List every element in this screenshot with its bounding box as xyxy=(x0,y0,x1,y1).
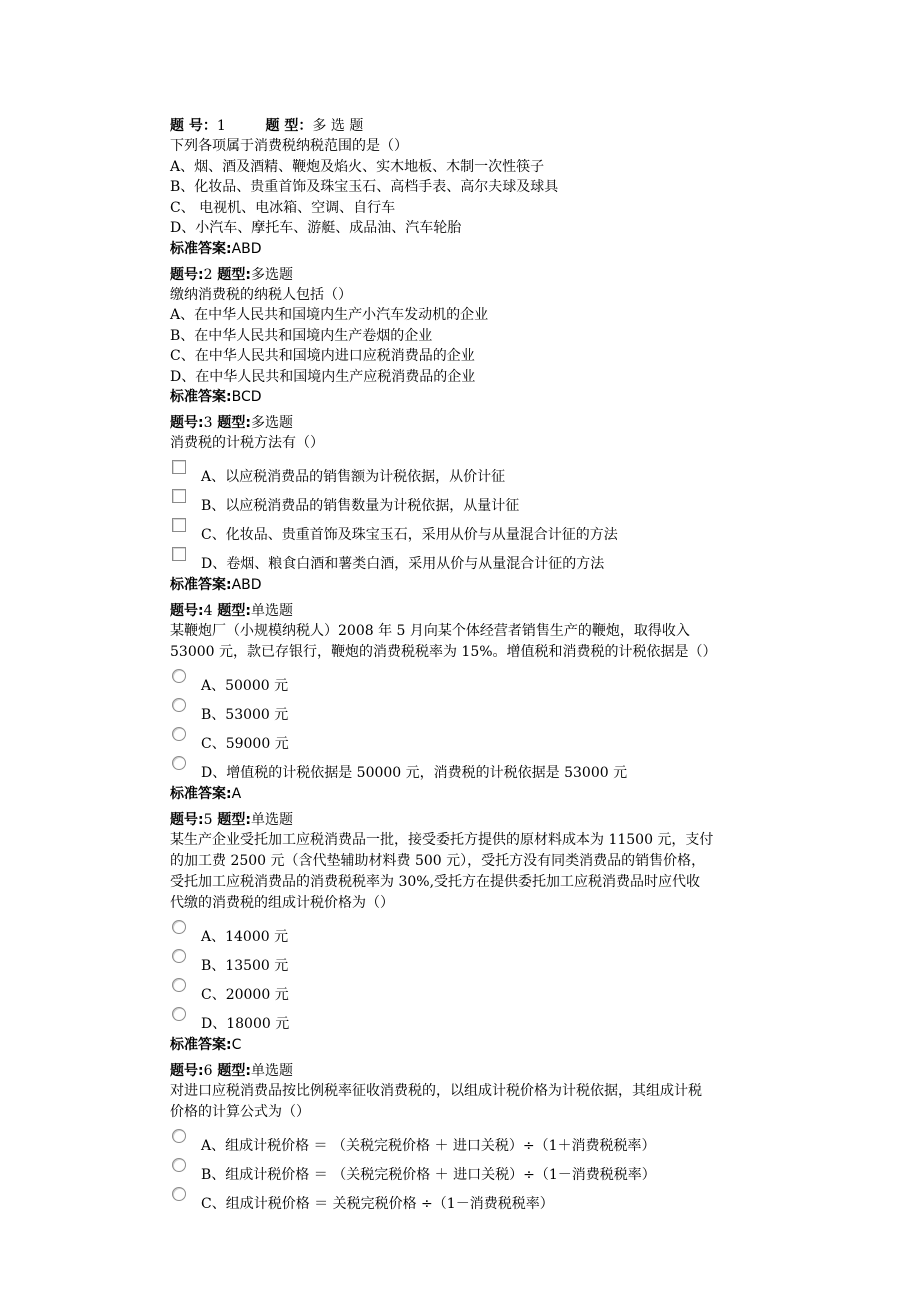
option-c-row xyxy=(170,1189,760,1218)
option-d-row xyxy=(170,758,760,784)
option-c-checkbox[interactable] xyxy=(172,518,186,532)
option-c-radio[interactable] xyxy=(172,727,186,741)
option-c-label: C、59000 元 xyxy=(201,735,289,752)
answer-label: 标准答案: xyxy=(170,1036,232,1053)
standard-answer xyxy=(170,1035,760,1055)
option-c-radio[interactable] xyxy=(172,1187,186,1201)
standard-answer xyxy=(170,575,760,595)
option-a-label: A、14000 元 xyxy=(201,928,289,945)
answer-value: A xyxy=(231,785,242,802)
question-type-label: 题型: xyxy=(217,266,252,283)
question-4 xyxy=(170,601,760,804)
answer-label: 标准答案: xyxy=(170,240,232,257)
question-type-label: 题型: xyxy=(217,1062,252,1079)
question-stem-line-1: 某生产企业受托加工应税消费品一批，接受委托方提供的原材料成本为 11500 元，支付 xyxy=(170,831,714,848)
option-a-row xyxy=(170,462,760,491)
option-a: A、烟、酒及酒精、鞭炮及焰火、实木地板、木制一次性筷子 xyxy=(170,158,545,175)
question-number: 3 xyxy=(203,415,213,431)
option-c-label: C、化妆品、贵重首饰及珠宝玉石，采用从价与从量混合计征的方法 xyxy=(201,526,618,543)
option-a-checkbox[interactable] xyxy=(172,460,186,474)
option-d-label: D、18000 元 xyxy=(201,1015,290,1032)
question-stem: 下列各项属于消费税纳税范围的是（） xyxy=(170,138,408,154)
question-3 xyxy=(170,413,760,595)
question-number-label: 题号: xyxy=(170,602,204,619)
option-a-radio[interactable] xyxy=(172,669,186,683)
question-5 xyxy=(170,810,760,1055)
standard-answer xyxy=(170,239,760,259)
question-stem: 缴纳消费税的纳税人包括（） xyxy=(170,286,352,303)
question-stem-line-1: 对进口应税消费品按比例税率征收消费税的，以组成计税价格为计税依据，其组成计税 xyxy=(170,1082,702,1099)
question-number: 4 xyxy=(203,602,213,619)
question-type: 单选题 xyxy=(251,1062,294,1079)
option-d-row xyxy=(170,549,760,575)
question-stem-line-2: 价格的计算公式为（） xyxy=(170,1103,310,1120)
option-d-checkbox[interactable] xyxy=(172,547,186,561)
question-header xyxy=(170,601,760,621)
option-b-row xyxy=(170,700,760,729)
question-number: 2 xyxy=(203,266,213,283)
answer-label: 标准答案: xyxy=(170,389,232,405)
question-type-label: 题型: xyxy=(217,602,252,619)
question-stem-line-4: 代缴的消费税的组成计税价格为（） xyxy=(170,894,394,911)
question-stem-line-2: 53000 元，款已存银行，鞭炮的消费税税率为 15%。增值税和消费税的计税依据是（） xyxy=(170,643,717,660)
question-header xyxy=(170,265,760,285)
option-a: A、在中华人民共和国境内生产小汽车发动机的企业 xyxy=(170,307,489,323)
option-b-radio[interactable] xyxy=(172,949,186,963)
answer-value: BCD xyxy=(231,389,262,405)
question-header xyxy=(170,1061,760,1081)
option-b-label: B、53000 元 xyxy=(201,706,289,723)
option-a-label: A、组成计税价格 ＝ （关税完税价格 ＋ 进口关税）÷（1＋消费税税率） xyxy=(201,1137,656,1154)
option-c-row xyxy=(170,729,760,758)
question-number: 6 xyxy=(203,1062,213,1079)
answer-value: C xyxy=(231,1036,242,1053)
question-number-label: 题号: xyxy=(170,266,204,283)
question-stem-line-3: 受托加工应税消费品的消费税税率为 30%,受托方在提供委托加工应税消费品时应代收 xyxy=(170,873,701,890)
standard-answer xyxy=(170,784,760,804)
question-stem-line-2: 的加工费 2500 元（含代垫辅助材料费 500 元），受托方没有同类消费品的销售价格， xyxy=(170,852,706,869)
question-number-label: 题号: xyxy=(170,811,204,828)
option-b: B、化妆品、贵重首饰及珠宝玉石、高档手表、高尔夫球及球具 xyxy=(170,179,559,195)
question-stem-line-1: 某鞭炮厂（小规模纳税人）2008 年 5 月向某个体经营者销售生产的鞭炮，取得收入 xyxy=(170,622,690,639)
option-a-row xyxy=(170,671,760,700)
question-2 xyxy=(170,265,760,408)
option-b-row xyxy=(170,951,760,980)
option-d-radio[interactable] xyxy=(172,1007,186,1021)
question-header xyxy=(170,116,760,136)
option-c: C、在中华人民共和国境内进口应税消费品的企业 xyxy=(170,348,475,364)
option-a-radio[interactable] xyxy=(172,1129,186,1143)
option-d-label: D、卷烟、粮食白酒和薯类白酒，采用从价与从量混合计征的方法 xyxy=(201,555,605,572)
question-number-label: 题号: xyxy=(170,415,204,431)
answer-label: 标准答案: xyxy=(170,576,232,593)
option-a-label: A、50000 元 xyxy=(201,677,289,694)
option-b-row xyxy=(170,491,760,520)
option-d-row xyxy=(170,1009,760,1035)
option-b-checkbox[interactable] xyxy=(172,489,186,503)
question-1 xyxy=(170,116,760,259)
option-a-radio[interactable] xyxy=(172,920,186,934)
option-a-row xyxy=(170,1131,760,1160)
question-header xyxy=(170,810,760,830)
option-c-row xyxy=(170,980,760,1009)
option-c-row xyxy=(170,520,760,549)
answer-value: ABD xyxy=(231,576,262,593)
option-d-label: D、增值税的计税依据是 50000 元，消费税的计税依据是 53000 元 xyxy=(201,764,628,781)
question-type-label: 题型: xyxy=(217,415,252,431)
standard-answer xyxy=(170,387,760,407)
answer-value: ABD xyxy=(231,240,262,257)
option-b-label: B、组成计税价格 ＝ （关税完税价格 ＋ 进口关税）÷（1－消费税税率） xyxy=(201,1166,656,1183)
question-type-label: 题型: xyxy=(217,811,252,828)
answer-label: 标准答案: xyxy=(170,785,232,802)
option-c-label: C、20000 元 xyxy=(201,986,289,1003)
option-b-radio[interactable] xyxy=(172,1158,186,1172)
question-type: 单选题 xyxy=(251,602,294,619)
question-type-label: 题 型： xyxy=(265,118,313,134)
option-a-row xyxy=(170,922,760,951)
document-body xyxy=(170,116,760,1222)
option-c: C、 电视机、电冰箱、空调、自行车 xyxy=(170,199,396,216)
option-b-radio[interactable] xyxy=(172,698,186,712)
option-d-radio[interactable] xyxy=(172,756,186,770)
question-6 xyxy=(170,1061,760,1218)
option-b-label: B、以应税消费品的销售数量为计税依据，从量计征 xyxy=(201,497,520,514)
question-type: 多 选 题 xyxy=(312,118,364,134)
option-d: D、小汽车、摩托车、游艇、成品油、汽车轮胎 xyxy=(170,220,462,236)
question-number-label: 题号: xyxy=(170,1062,204,1079)
question-type: 多选题 xyxy=(251,266,294,283)
option-d: D、在中华人民共和国境内生产应税消费品的企业 xyxy=(170,368,476,385)
question-number: 1 xyxy=(216,118,226,134)
option-c-radio[interactable] xyxy=(172,978,186,992)
option-a-label: A、以应税消费品的销售额为计税依据，从价计征 xyxy=(201,468,506,485)
question-stem: 消费税的计税方法有（） xyxy=(170,435,324,451)
question-number-label: 题 号： xyxy=(170,118,217,134)
question-header xyxy=(170,413,760,433)
option-b-label: B、13500 元 xyxy=(201,957,289,974)
option-c-label: C、组成计税价格 ＝ 关税完税价格 ÷（1－消费税税率） xyxy=(201,1195,554,1212)
question-number: 5 xyxy=(203,811,213,828)
option-b: B、在中华人民共和国境内生产卷烟的企业 xyxy=(170,327,433,344)
question-type: 多选题 xyxy=(251,415,294,431)
option-b-row xyxy=(170,1160,760,1189)
question-type: 单选题 xyxy=(251,811,294,828)
